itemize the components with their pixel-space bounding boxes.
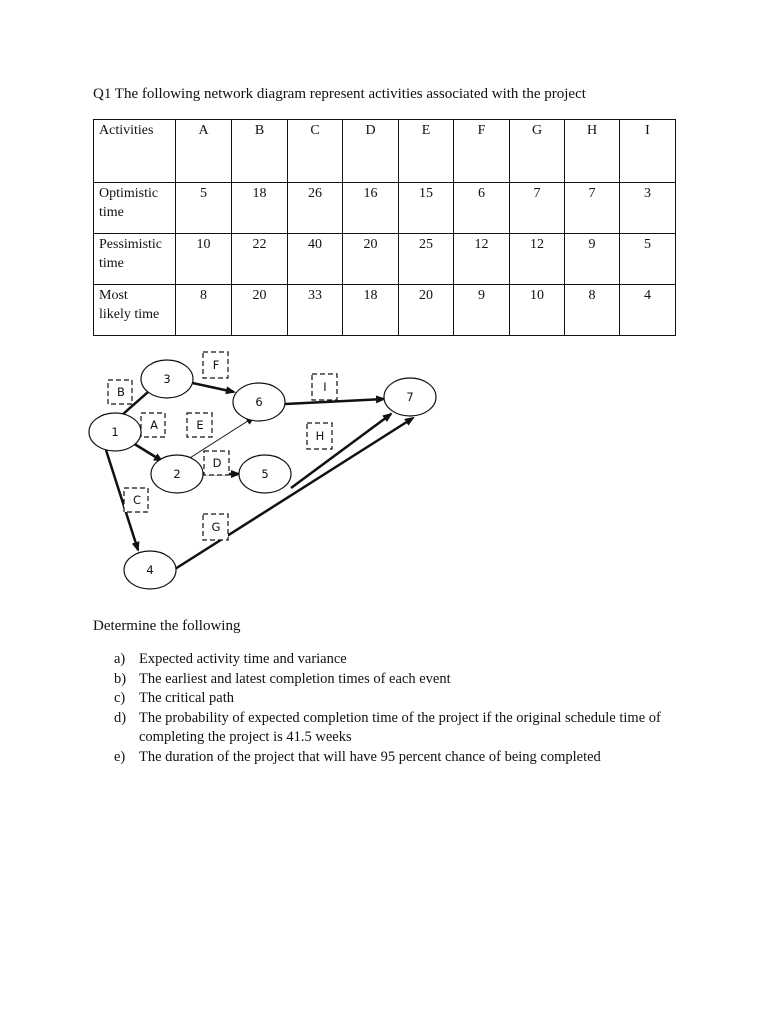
network-diagram	[0, 340, 460, 600]
table-cell: 8	[176, 285, 232, 336]
node-label: 1	[111, 425, 119, 439]
list-item-text: The duration of the project that will have 95 percent chance of being completed	[139, 748, 601, 765]
list-item	[93, 748, 663, 768]
table-cell: 20	[343, 234, 399, 285]
node-label: 2	[173, 467, 181, 481]
table-row-most-likely	[94, 285, 676, 336]
activity-label: H	[315, 429, 325, 443]
table-cell: 20	[399, 285, 454, 336]
activity-label: G	[211, 520, 221, 534]
header-label: Activities	[94, 120, 176, 183]
table-cell: 7	[565, 183, 620, 234]
list-marker: b)	[114, 670, 127, 687]
activity-label: I	[323, 380, 327, 394]
list-item-text: The critical path	[139, 690, 235, 706]
table-cell: 7	[510, 183, 565, 234]
header-activity: C	[288, 120, 343, 183]
table-cell: 6	[454, 183, 510, 234]
table-cell: 5	[176, 183, 232, 234]
activity-label: D	[212, 456, 222, 470]
table-cell: 25	[399, 234, 454, 285]
row-label	[94, 183, 176, 234]
list-item-text: The earliest and latest completion times of each event	[139, 670, 451, 687]
table-cell: 20	[232, 285, 288, 336]
table-cell: 4	[620, 285, 676, 336]
row-label-line2: likely time	[99, 307, 160, 322]
list-marker: c)	[114, 690, 126, 706]
determine-heading: Determine the following	[93, 618, 241, 634]
activity-label: F	[212, 358, 220, 372]
activity-time-table	[93, 119, 676, 336]
header-activity: A	[176, 120, 232, 183]
table-cell: 9	[454, 285, 510, 336]
node-label: 4	[146, 563, 154, 577]
list-marker: e)	[114, 748, 126, 765]
list-marker: d)	[114, 709, 127, 726]
header-activity: F	[454, 120, 510, 183]
list-marker: a)	[114, 651, 126, 667]
table-row-pessimistic	[94, 234, 676, 285]
list-item-text: The probability of expected completion time of the project if the original schedule time of completing the project is 41.5 weeks	[139, 709, 661, 745]
edge-5-7	[291, 414, 391, 488]
row-label-line1: Pessimistic	[99, 237, 163, 252]
list-item-text: Expected activity time and variance	[139, 651, 347, 667]
edge-3-6	[188, 382, 234, 392]
table-cell: 16	[343, 183, 399, 234]
table-cell: 8	[565, 285, 620, 336]
node-label: 3	[163, 372, 171, 386]
activity-label: A	[150, 418, 158, 432]
table-cell: 3	[620, 183, 676, 234]
table-cell: 18	[343, 285, 399, 336]
header-activity: H	[565, 120, 620, 183]
node-label: 5	[261, 467, 269, 481]
list-item	[93, 709, 663, 748]
table-cell: 22	[232, 234, 288, 285]
activity-label: B	[117, 385, 125, 399]
row-label	[94, 234, 176, 285]
table-cell: 12	[510, 234, 565, 285]
table-cell: 10	[176, 234, 232, 285]
task-list	[93, 650, 663, 767]
edge-4-7	[175, 418, 413, 569]
table-row-optimistic	[94, 183, 676, 234]
list-item	[93, 689, 663, 709]
list-item	[93, 650, 663, 670]
node-label: 7	[406, 390, 414, 404]
table-cell: 12	[454, 234, 510, 285]
table-cell: 9	[565, 234, 620, 285]
header-activity: D	[343, 120, 399, 183]
row-label-line2: time	[99, 256, 124, 271]
table-cell: 5	[620, 234, 676, 285]
header-activity: B	[232, 120, 288, 183]
activity-label: C	[132, 493, 142, 507]
activity-label: E	[196, 418, 204, 432]
table-cell: 18	[232, 183, 288, 234]
table-cell: 15	[399, 183, 454, 234]
header-activity: G	[510, 120, 565, 183]
row-label-line1: Optimistic	[99, 186, 159, 201]
header-activity: I	[620, 120, 676, 183]
row-label	[94, 285, 176, 336]
node-label: 6	[255, 395, 263, 409]
table-cell: 40	[288, 234, 343, 285]
list-item	[93, 670, 663, 690]
row-label-line1: Most	[99, 288, 128, 303]
row-label-line2: time	[99, 205, 124, 220]
table-cell: 26	[288, 183, 343, 234]
question-text: Q1 The following network diagram represent activities associated with the project	[93, 86, 586, 102]
table-header-row	[94, 120, 676, 183]
table-cell: 33	[288, 285, 343, 336]
header-activity: E	[399, 120, 454, 183]
table-cell: 10	[510, 285, 565, 336]
